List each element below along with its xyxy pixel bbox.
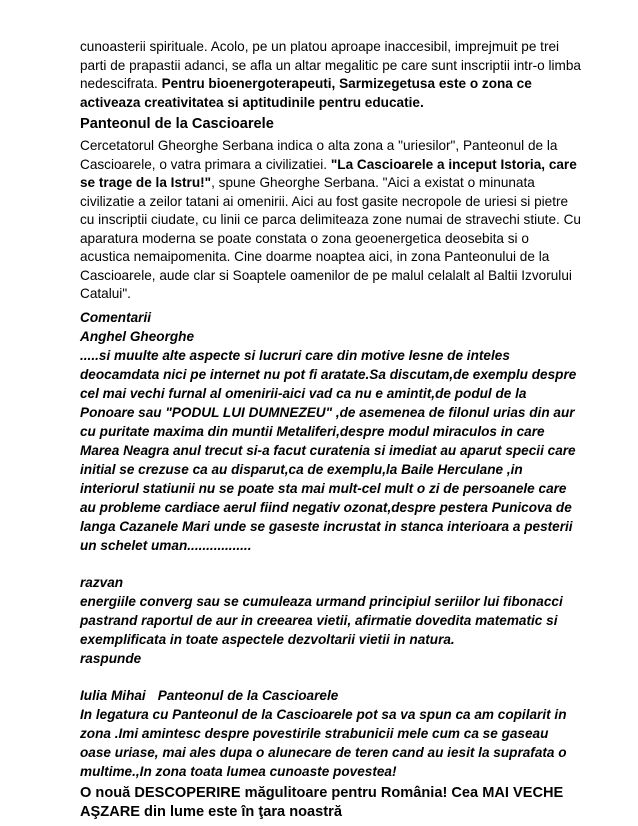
spacer — [80, 668, 582, 686]
intro-paragraph — [80, 38, 582, 112]
comments-title: Comentarii — [80, 309, 152, 325]
section-quote: "La Cascioarele a inceput Istoria, care se trage de la Istru!" — [80, 156, 577, 190]
comment-3-author: Iulia Mihai — [80, 687, 146, 703]
reply-link[interactable]: raspunde — [80, 650, 142, 666]
comment-3-header — [80, 686, 582, 705]
section-heading: Panteonul de la Cascioarele — [80, 116, 274, 132]
comment-1-text: .....si muulte alte aspecte si lucruri care din motive lesne de inteles deocamdata nici pe internet nu pot fi aratate.Sa discutam,de exemplu despre cel mai vechi furnal al omenirii-aici vad ca nu e amintit,de podul de la Ponoare sau "PODUL LUI DUMNEZEU" ,de asemenea de filonul urias din aur cu puritate maxima din muntii Metaliferi,despre modul miraculos in care Marea Neagra anul trecut si-a facut curatenia si imediat au aparut specii care initial se crezuse ca au disparut,ca de exemplu,la Baile Herculane ,in interiorul statiunii nu se poate sta mai mult-cel mult o zi de persoanele care au probleme cardiace aerul fiind negativ ozonat,despre pestera Punicova de langa Cazanele Mari unde se gaseste incrustat in stanca interioara a pesterii un schelet uman................. — [80, 347, 577, 553]
spacer — [80, 555, 582, 573]
comment-3-subject: Panteonul de la Cascioarele — [157, 687, 339, 703]
comment-2-author: razvan — [80, 574, 124, 590]
section-text-2: , spune Gheorghe Serbana. "Aici a existat o minunata civilizatie a zeilor tatani ai omenirii. Aici au fost gasite necropole de uriesi si pietre cu inscriptii ciudate, cu linii ce parca delimiteaza zone numai de stravechi stiute. Cu aparatura moderna se poate constata o zona geoenergetica deosebita si o acustica nemaipomenita. Cine doarme noaptea aici, in zona Panteonului de la Cascioarele, aude clar si Soaptele oamenilor de pe malul celalalt al Baltii Izvorului Catalui". — [80, 175, 581, 301]
section-paragraph — [80, 137, 582, 304]
comment-3-text: In legatura cu Panteonul de la Cascioarele pot sa va spun ca am copilarit in zona .Imi amintesc despre povestirile strabunicii mele cum ca se gaseau oase uriase, mai ales dupa o alunecare de teren cand au iesit la suprafata o multime.,In zona toata lumea cunoaste povestea! — [80, 706, 567, 779]
comment-1-author: Anghel Gheorghe — [80, 328, 195, 344]
comment-2-text: energiile converg sau se cumuleaza urmand principiul seriilor lui fibonacci pastrand raportul de aur in creearea vietii, afirmatie dovedita matematic si exemplificata in toate aspectele dezvoltarii vietii in natura. — [80, 593, 563, 647]
intro-bold-text: Pentru bioenergoterapeuti, Sarmizegetusa este o zona ce activeaza creativitatea si aptitudinile pentru educatie. — [80, 76, 532, 110]
footer-headline[interactable]: O nouă DESCOPERIRE măgulitoare pentru România! Cea MAI VECHE AŞZARE din lume este în ţara noastră — [80, 784, 564, 820]
section-text-1: Cercetatorul Gheorghe Serbana indica o alta zona a "uriesilor", Panteonul de la Cascioarele, o vatra primara a civilizatiei. — [80, 138, 558, 172]
intro-text: cunoasterii spirituale. Acolo, pe un platou aproape inaccesibil, imprejmuit pe trei parti de prapastii adanci, se afla un altar megalitic pe care sunt inscriptii intr-o limba nedescifrata. — [80, 39, 581, 91]
document-page — [80, 38, 582, 822]
